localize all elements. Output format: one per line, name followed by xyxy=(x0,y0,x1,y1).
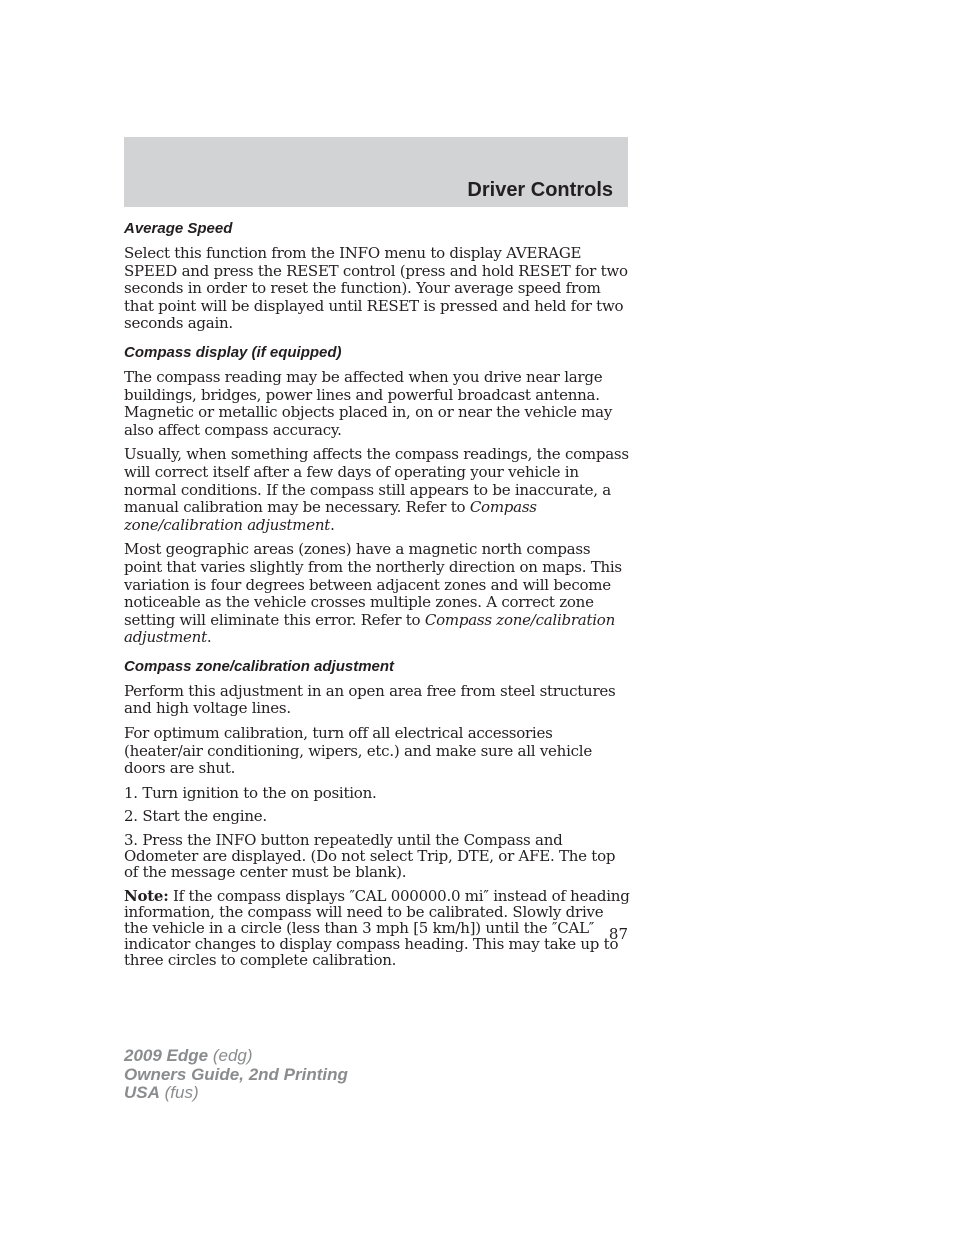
footer-model: 2009 Edge xyxy=(124,1046,209,1065)
section-title: Driver Controls xyxy=(467,179,613,201)
page-number: 87 xyxy=(608,925,628,943)
paragraph-text: Usually, when something affects the compass readings, the compass will correct itself after a few days of operating your vehicle in normal conditions. If the compass still appears to be inaccurate, a manual calibration may be necessary. Refer to xyxy=(124,445,629,517)
heading-average-speed: Average Speed xyxy=(124,220,233,237)
footer-market-code: (fus) xyxy=(159,1083,199,1102)
heading-compass-zone: Compass zone/calibration adjustment xyxy=(124,657,395,675)
footer-guide: Owners Guide, 2nd Printing xyxy=(124,1064,348,1084)
compass-zone-paragraph-1: Perform this adjustment in an open area free from steel structures and high voltage lines. xyxy=(124,681,616,718)
page-content xyxy=(124,220,630,976)
paragraph-end: . xyxy=(330,515,335,534)
cross-reference-link[interactable]: Compass zone/calibration adjustment xyxy=(124,610,615,647)
paragraph-text: Most geographic areas (zones) have a magnetic north compass point that varies slightly from the northerly direction on maps. This variation is four degrees between adjacent zones and will become noticeable as the vehicle crosses multiple zones. A correct zone setting will eliminate this error. Refer to xyxy=(124,540,622,629)
note-paragraph xyxy=(124,888,630,969)
cross-reference-link[interactable]: Compass zone/calibration adjustment xyxy=(124,498,537,534)
footer-market: USA xyxy=(124,1083,160,1102)
step-1: 1. Turn ignition to the on position. xyxy=(124,783,377,802)
footer-model-code: (edg) xyxy=(208,1046,253,1065)
compass-zone-paragraph-2: For optimum calibration, turn off all electrical accessories (heater/air conditioning, wipers, etc.) and make sure all vehicle doors are shut. xyxy=(124,724,592,778)
document-footer xyxy=(124,1047,348,1103)
compass-display-paragraph-3 xyxy=(124,541,630,647)
note-text: If the compass displays ″CAL 000000.0 mi″ instead of heading information, the compass will need to be calibrated. Slowly drive the vehicle in a circle (less than 3 mph [5 km/h]) until the ″CAL″ indicator changes to display compass heading. This may take up to three circles to complete calibration. xyxy=(124,886,630,970)
step-2: 2. Start the engine. xyxy=(124,807,267,826)
step-3: 3. Press the INFO button repeatedly until the Compass and Odometer are displayed. (Do not select Trip, DTE, or AFE. The top of the message center must be blank). xyxy=(124,831,616,882)
heading-compass-display: Compass display (if equipped) xyxy=(124,343,342,361)
footer-line-1 xyxy=(124,1047,348,1066)
section-header-band xyxy=(124,137,628,207)
average-speed-paragraph: Select this function from the INFO menu to display AVERAGE SPEED and press the RESET control (press and hold RESET for two seconds in order to reset the function). Your average speed from that point will be displayed until RESET is pressed and held for two seconds again. xyxy=(124,244,628,333)
footer-line-2 xyxy=(124,1066,348,1085)
compass-display-paragraph-1: The compass reading may be affected when you drive near large buildings, bridges, power lines and powerful broadcast antenna. Magnetic or metallic objects placed in, on or near the vehicle may also affect compass accuracy. xyxy=(124,367,613,439)
paragraph-end: . xyxy=(206,628,212,647)
compass-display-paragraph-2 xyxy=(124,446,630,534)
footer-line-3 xyxy=(124,1084,348,1103)
note-label: Note: xyxy=(124,886,169,905)
